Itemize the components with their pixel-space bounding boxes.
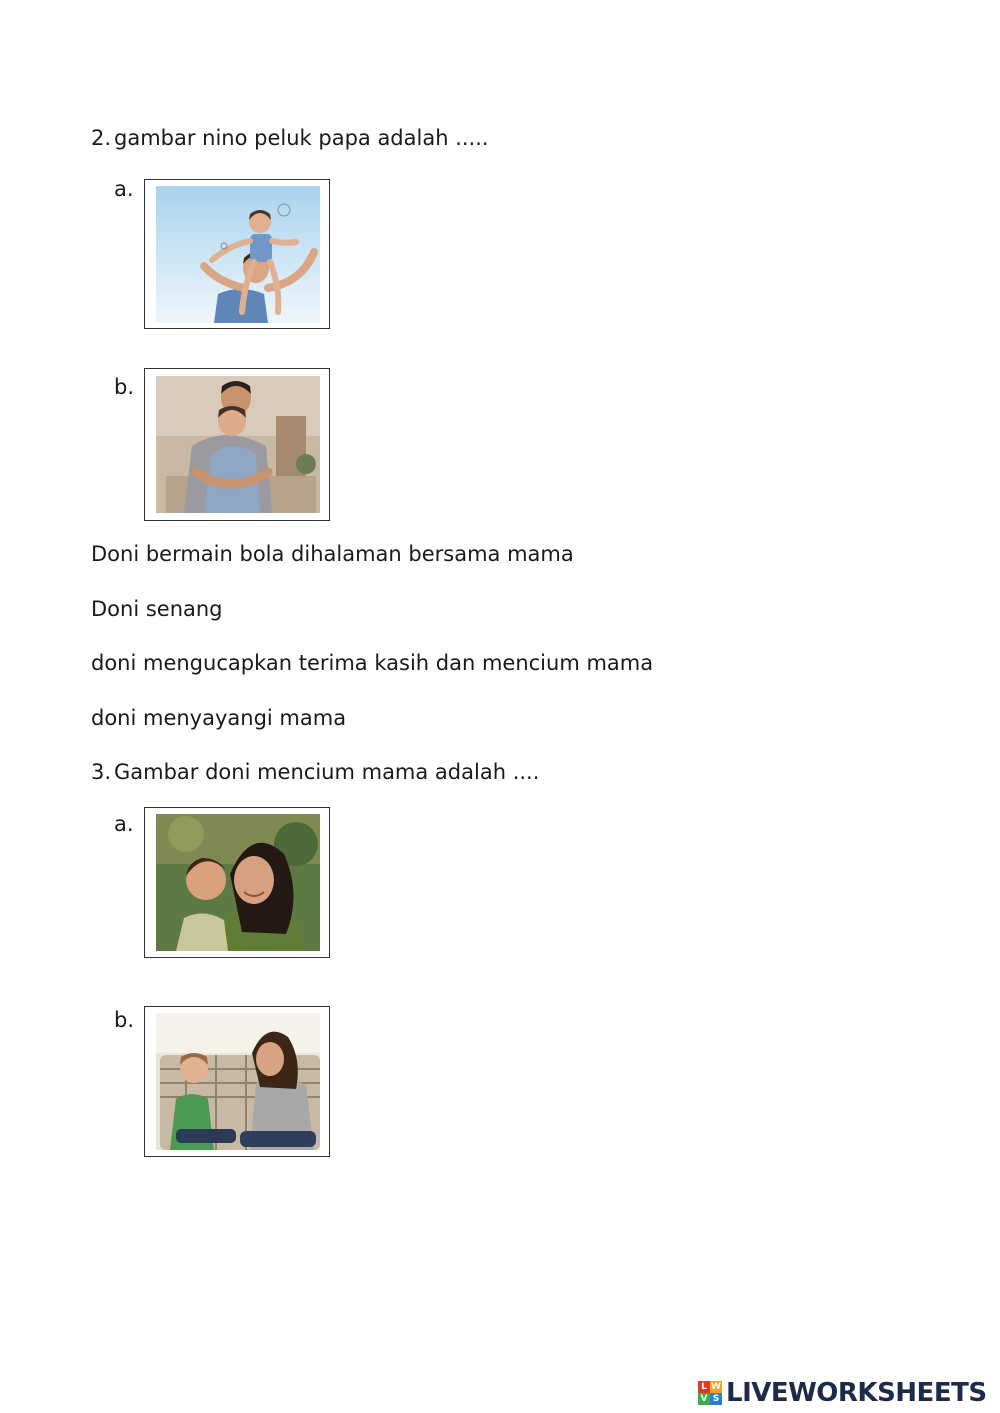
story-line-4: doni menyayangi mama <box>91 706 347 730</box>
question-3-option-b-label: b. <box>114 1008 135 1032</box>
question-2-text: gambar nino peluk papa adalah ..... <box>114 126 489 150</box>
boy-kissing-mother-cheek-photo <box>156 814 320 951</box>
story-line-1: Doni bermain bola dihalaman bersama mama <box>91 542 574 566</box>
father-carrying-child-on-shoulders-photo <box>156 186 320 323</box>
logo-tile-s: S <box>710 1393 722 1405</box>
question-2-option-b-image[interactable] <box>144 368 330 521</box>
question-3-option-a-image[interactable] <box>144 807 330 958</box>
father-hugging-son-photo <box>156 375 320 514</box>
liveworksheets-brand-text: LIVEWORKSHEETS <box>726 1378 987 1408</box>
question-2-option-a-image[interactable] <box>144 179 330 329</box>
question-3-prompt <box>91 758 539 786</box>
logo-tile-w: W <box>711 1382 721 1392</box>
question-3-text: Gambar doni mencium mama adalah .... <box>114 760 540 784</box>
story-line-3: doni mengucapkan terima kasih dan mencium mama <box>91 651 654 675</box>
logo-tile-l: L <box>698 1381 710 1393</box>
mother-and-son-on-sofa-photo <box>156 1013 320 1150</box>
question-3-option-b-image[interactable] <box>144 1006 330 1157</box>
question-2-prompt <box>91 124 489 152</box>
question-3-number: 3. <box>91 760 112 784</box>
question-2-number: 2. <box>91 126 112 150</box>
liveworksheets-mark-icon <box>698 1381 722 1405</box>
story-line-2: Doni senang <box>91 597 223 621</box>
logo-tile-v: V <box>698 1393 710 1405</box>
question-2-option-a-label: a. <box>114 177 134 201</box>
question-2-option-b-label: b. <box>114 375 135 399</box>
question-3-option-a-label: a. <box>114 812 134 836</box>
liveworksheets-logo <box>698 1378 987 1408</box>
